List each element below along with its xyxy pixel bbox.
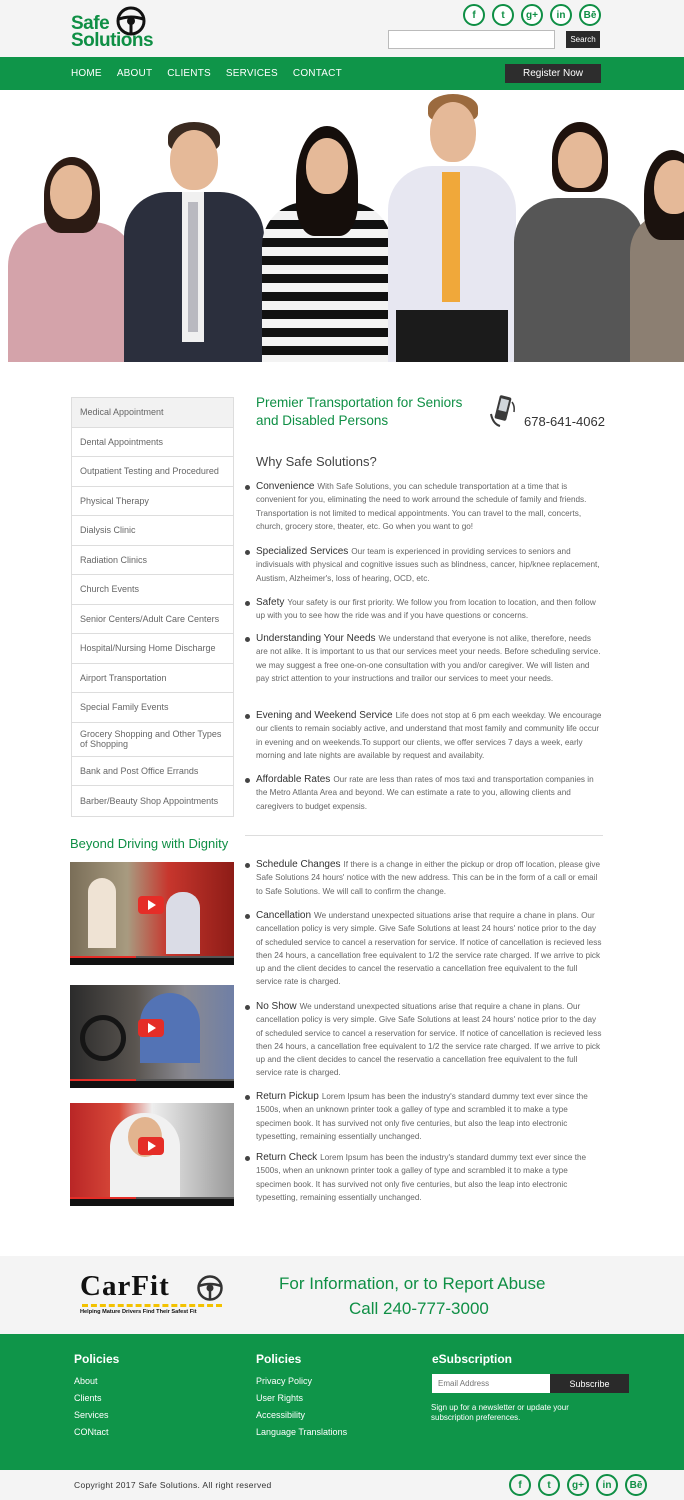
video-controls[interactable] — [70, 1197, 234, 1206]
videos-heading: Beyond Driving with Dignity — [70, 836, 229, 851]
feature-item — [245, 632, 603, 685]
policy-title: Return Check — [256, 1152, 318, 1163]
nav-home[interactable]: HOME — [71, 68, 102, 79]
feature-text: Our rate are less than rates of mos taxi and transportation companies in the Metro Atlanta Area and beyond. We can estimate a rate to you, allowing clients and caregivers to budget expensis. — [256, 775, 594, 811]
sidebar-item[interactable]: Senior Centers/Adult Care Centers — [72, 605, 233, 635]
footer-link-clients[interactable]: Clients — [74, 1393, 102, 1403]
footer-col-2 — [256, 1352, 347, 1441]
footer-link-about[interactable]: About — [74, 1376, 98, 1386]
policy-text: Lorem Ipsum has been the industry's standard dummy text ever since the 1500s, when an unknown printer took a galley of type and scrambled it to make a type specimen book. It has survived not only five centuries, but also the leap into electronic typesetting, remaining essentially unchanged. — [256, 1092, 588, 1141]
video-player-2[interactable] — [70, 985, 234, 1088]
sidebar-item[interactable]: Medical Appointment — [72, 398, 233, 428]
sidebar-item[interactable]: Barber/Beauty Shop Appointments — [80, 795, 219, 806]
sidebar-item[interactable]: Outpatient Testing and Procedured — [72, 457, 233, 487]
nav-about[interactable]: ABOUT — [116, 68, 153, 79]
facebook-icon[interactable]: f — [509, 1474, 531, 1496]
copyright-text: Copyright 2017 Safe Solutions. All right reserved — [74, 1480, 272, 1490]
feature-item — [245, 709, 603, 762]
social-links-top — [463, 4, 601, 26]
nav-clients[interactable]: CLIENTS — [167, 68, 211, 79]
email-field[interactable] — [432, 1374, 550, 1393]
policy-text: We understand unexpected situations arise that require a chane in plans. Our cancellation policy is very simple. Give Safe Solutions at least 24 hours' notice prior to the day of scheduled service to cancel a reservation for service. If notice of cancellation is recieved less then 24 hours, a cancellation free equivalent to 1/2 the service rate charged. If we arrive to pick up and the client decides to cancel the reservatio a cancellation free equivalent to the full service rate is charged. — [256, 911, 602, 987]
site-logo[interactable] — [71, 6, 171, 50]
feature-item — [245, 545, 603, 585]
sidebar-item[interactable]: Radiation Clinics — [72, 546, 233, 576]
sidebar-item[interactable]: Special Family Events — [72, 693, 233, 723]
sidebar-item[interactable]: Hospital/Nursing Home Discharge — [72, 634, 233, 664]
hero-person-1 — [8, 157, 136, 362]
steering-wheel-icon — [115, 5, 147, 37]
google-plus-icon[interactable]: g+ — [521, 4, 543, 26]
google-plus-icon[interactable]: g+ — [567, 1474, 589, 1496]
hero-banner — [0, 90, 684, 362]
feature-item — [245, 773, 603, 813]
policy-title: Schedule Changes — [256, 859, 341, 870]
footer-link-services[interactable]: Services — [74, 1410, 109, 1420]
feature-title: Affordable Rates — [256, 774, 331, 785]
footer-col-title: Policies — [256, 1352, 302, 1366]
sidebar-item[interactable]: Church Events — [72, 575, 233, 605]
policy-item — [245, 909, 603, 989]
top-header — [0, 0, 684, 57]
subscribe-button[interactable]: Subscribe — [550, 1374, 629, 1393]
feature-title: Specialized Services — [256, 546, 349, 557]
info-band — [0, 1256, 684, 1334]
nav-links — [71, 57, 342, 90]
info-heading: For Information, or to Report Abuse — [279, 1274, 546, 1293]
footer-link-privacy[interactable]: Privacy Policy — [256, 1376, 313, 1386]
carfit-name: CarFit — [80, 1270, 170, 1302]
video-controls[interactable] — [70, 1079, 234, 1088]
footer-col-1 — [74, 1352, 119, 1441]
policy-text: Lorem Ipsum has been the industry's standard dummy text ever since the 1500s, when an unknown printer took a galley of type and scrambled it to make a type specimen book. It has survived not only five centuries, but also the leap into electronic typesetting, remaining essentially unchanged. — [256, 1153, 587, 1202]
feature-text: With Safe Solutions, you can schedule transportation at a time that is convenient for you, eliminating the need to work arround the schedule of family and friends. Transportation is not limited to medical appointments. You can travel to the mall, concerts, church, grocery store, theater, etc. Go when you want to go! — [256, 482, 587, 531]
footer — [0, 1334, 684, 1470]
feature-text: Our team is experienced in providing services to seniors and indivisuals with physical and cognitive issues such as blindness, cancer, hip/knee replacement, Austism, Alzheimer's, loss of hearing, OCD, etc. — [256, 547, 600, 583]
nav-contact[interactable]: CONTACT — [292, 68, 342, 79]
sidebar-item[interactable]: Dental Appointments — [72, 428, 233, 458]
hero-person-3 — [262, 126, 392, 362]
hero-person-4 — [388, 94, 516, 362]
phone-number[interactable]: 678-641-4062 — [524, 414, 605, 429]
hero-person-6 — [630, 150, 684, 362]
feature-item — [245, 480, 603, 533]
logo-line1: Safe — [71, 13, 110, 34]
policy-text: We understand unexpected situations arise that require a chane in plans. Our cancellation policy is very simple. Give Safe Solutions at least 24 hours' notice prior to the day of scheduled service to cancel a reservation for service. If notice of cancellation is recieved less then 24 hours, a cancellation free equivalent to 1/2 the service rate charged. If we arrive to pick up and the client decides to cancel the reservatio a cancellation free equivalent to the full service rate is charged. — [256, 1002, 602, 1078]
sidebar-item[interactable]: Physical Therapy — [72, 487, 233, 517]
sidebar-item[interactable]: Airport Transportation — [72, 664, 233, 694]
feature-title: Safety — [256, 597, 285, 608]
policy-item — [245, 1151, 603, 1204]
footer-col-title: Policies — [74, 1352, 120, 1366]
services-sidebar — [71, 397, 234, 817]
play-icon[interactable] — [138, 1019, 164, 1037]
footer-col-3 — [432, 1352, 512, 1373]
footer-link-user-rights[interactable]: User Rights — [256, 1393, 304, 1403]
policy-text: If there is a change in either the pickup or drop off location, please give Safe Solutions 24 hours' notice with the new address. This can be in the form of a call or email to Safe Solutions. We will call to confirm the change. — [256, 860, 601, 896]
sidebar-item[interactable]: Dialysis Clinic — [72, 516, 233, 546]
page-title: Premier Transportation for Seniors and Disabled Persons — [256, 395, 463, 428]
policy-title: No Show — [256, 1001, 297, 1012]
video-player-1[interactable] — [70, 862, 234, 965]
steering-wheel-icon — [196, 1274, 224, 1302]
twitter-icon[interactable]: t — [538, 1474, 560, 1496]
register-now-button[interactable]: Register Now — [505, 64, 601, 83]
feature-title: Convenience — [256, 481, 315, 492]
mobile-phone-icon — [488, 394, 516, 428]
carfit-logo[interactable] — [80, 1270, 230, 1320]
linkedin-icon[interactable]: in — [550, 4, 572, 26]
nav-services[interactable]: SERVICES — [225, 68, 278, 79]
footer-col-title: eSubscription — [432, 1352, 513, 1366]
carfit-tagline: Helping Mature Drivers Find Their Safest Fit — [80, 1309, 197, 1315]
search-input[interactable] — [388, 30, 555, 49]
video-player-3[interactable] — [70, 1103, 234, 1206]
behance-icon[interactable]: Bē — [579, 4, 601, 26]
carfit-dash — [82, 1304, 222, 1307]
section-divider — [245, 835, 603, 836]
hero-person-5 — [514, 122, 644, 362]
subscribe-note: Sign up for a newsletter or update your subscription preferences. — [431, 1403, 569, 1422]
policy-title: Cancellation — [256, 910, 312, 921]
info-phone[interactable]: Call 240-777-3000 — [349, 1299, 489, 1318]
feature-text: Your safety is our first priority. We follow you from location to location, and then follow up with you to see how the ride was and if you have questions or concerns. — [256, 598, 596, 621]
feature-text: We understand that everyone is not alike, therefore, needs are not alike. It is important to us that our services meet your needs. Before scheduling service. we may suggest a free one-on-one consultation with you and/or caregiver. We will listen and pay strict attention to your instructions and trailor our services to meet your needs. — [256, 634, 601, 683]
feature-title: Understanding Your Needs — [256, 633, 376, 644]
footer-link-translations[interactable]: Language Translations — [256, 1427, 348, 1437]
play-icon[interactable] — [138, 896, 164, 914]
sidebar-item[interactable]: Grocery Shopping and Other Types of Shopping — [72, 723, 233, 757]
footer-link-accessibility[interactable]: Accessibility — [256, 1410, 306, 1420]
sidebar-item[interactable]: Bank and Post Office Errands — [72, 757, 233, 787]
search-button[interactable]: Search — [566, 31, 600, 48]
feature-title: Evening and Weekend Service — [256, 710, 393, 721]
policy-item — [245, 858, 603, 898]
main-nav — [0, 57, 684, 90]
bottom-bar — [0, 1470, 684, 1500]
policy-title: Return Pickup — [256, 1091, 319, 1102]
twitter-icon[interactable]: t — [492, 4, 514, 26]
facebook-icon[interactable]: f — [463, 4, 485, 26]
feature-text: Life does not stop at 6 pm each weekday. We encourage our clients to remain sociably active, and understand that most family and community life occur in evening and on weekends.To support our clients, we offer services 7 days a week, early morning and late nights are available by request and availabity. — [256, 711, 602, 760]
feature-item — [245, 596, 603, 623]
linkedin-icon[interactable]: in — [596, 1474, 618, 1496]
logo-line2: Solutions — [71, 30, 154, 51]
behance-icon[interactable]: Bē — [625, 1474, 647, 1496]
why-heading: Why Safe Solutions? — [256, 454, 377, 469]
policy-item — [245, 1090, 603, 1143]
footer-link-contact[interactable]: CONtact — [74, 1427, 109, 1437]
social-links-bottom — [509, 1474, 647, 1496]
video-controls[interactable] — [70, 956, 234, 965]
play-icon[interactable] — [138, 1137, 164, 1155]
hero-person-2 — [124, 122, 264, 362]
policy-item — [245, 1000, 603, 1080]
